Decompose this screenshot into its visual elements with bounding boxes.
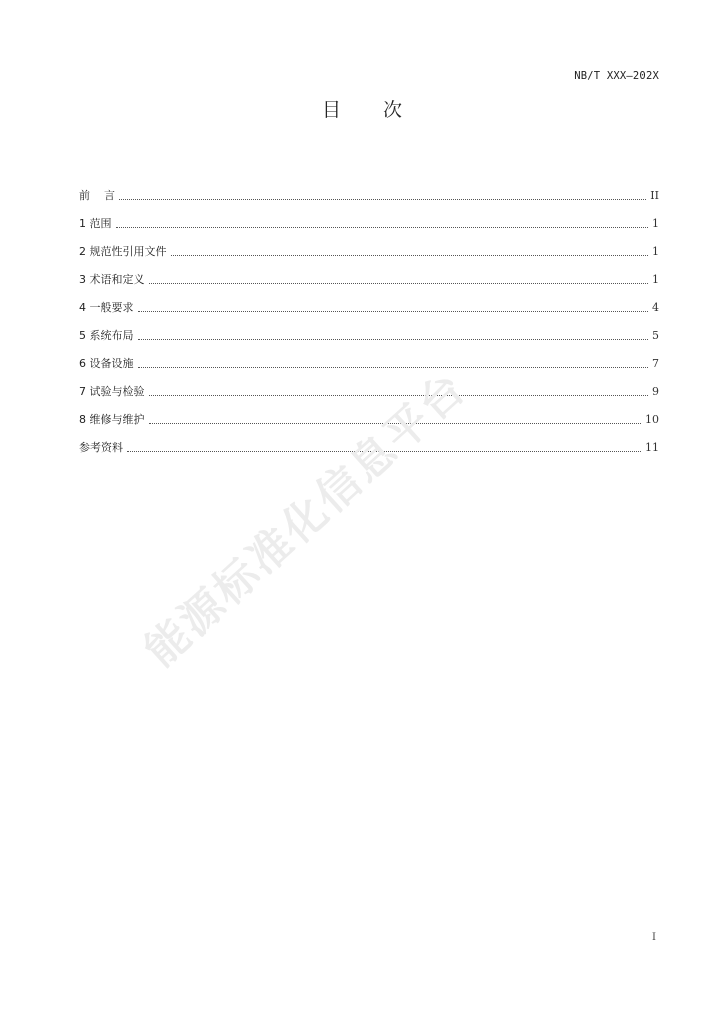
toc-entry-page: 10 [645, 413, 659, 426]
toc-leader-dots [138, 339, 649, 340]
toc-entry-system-layout[interactable] [79, 315, 659, 343]
toc-entry-page: 11 [645, 441, 659, 454]
toc-entry-page: II [650, 189, 659, 202]
toc-entry-foreword[interactable] [79, 175, 659, 203]
toc-entry-page: 1 [652, 217, 659, 230]
toc-entry-page: 1 [652, 245, 659, 258]
page-number: I [652, 932, 656, 943]
toc-entry-terms-definitions[interactable] [79, 259, 659, 287]
standard-code: NB/T XXX—202X [574, 70, 659, 82]
toc-entry-page: 9 [652, 385, 659, 398]
toc-entry-equipment-facilities[interactable] [79, 343, 659, 371]
toc-entry-page: 1 [652, 273, 659, 286]
page-title: 目 次 [321, 99, 421, 121]
toc-entry-general-requirements[interactable] [79, 287, 659, 315]
toc-leader-dots [171, 255, 649, 256]
toc-entry-normative-references[interactable] [79, 231, 659, 259]
toc-entry-label: 2 规范性引用文件 [79, 245, 167, 258]
toc-entry-label: 4 一般要求 [79, 301, 134, 314]
table-of-contents [79, 175, 659, 455]
toc-entry-label: 8 维修与维护 [79, 413, 145, 426]
toc-entry-label: 7 试验与检验 [79, 385, 145, 398]
toc-entry-label: 参考资料 [79, 441, 123, 454]
toc-entry-page: 7 [652, 357, 659, 370]
watermark-text: 能源标准化信息平台 [135, 362, 477, 677]
toc-leader-dots [138, 311, 649, 312]
toc-leader-dots [119, 199, 646, 200]
toc-entry-label: 3 术语和定义 [79, 273, 145, 286]
toc-entry-label: 6 设备设施 [79, 357, 134, 370]
toc-entry-label: 5 系统布局 [79, 329, 134, 342]
toc-entry-label: 1 范围 [79, 217, 112, 230]
toc-leader-dots [138, 367, 649, 368]
toc-entry-page: 5 [652, 329, 659, 342]
toc-entry-scope[interactable] [79, 203, 659, 231]
toc-leader-dots [149, 283, 649, 284]
toc-entry-testing-inspection[interactable] [79, 371, 659, 399]
toc-entry-page: 4 [652, 301, 659, 314]
toc-entry-label: 前 言 [79, 189, 115, 202]
toc-leader-dots [116, 227, 649, 228]
